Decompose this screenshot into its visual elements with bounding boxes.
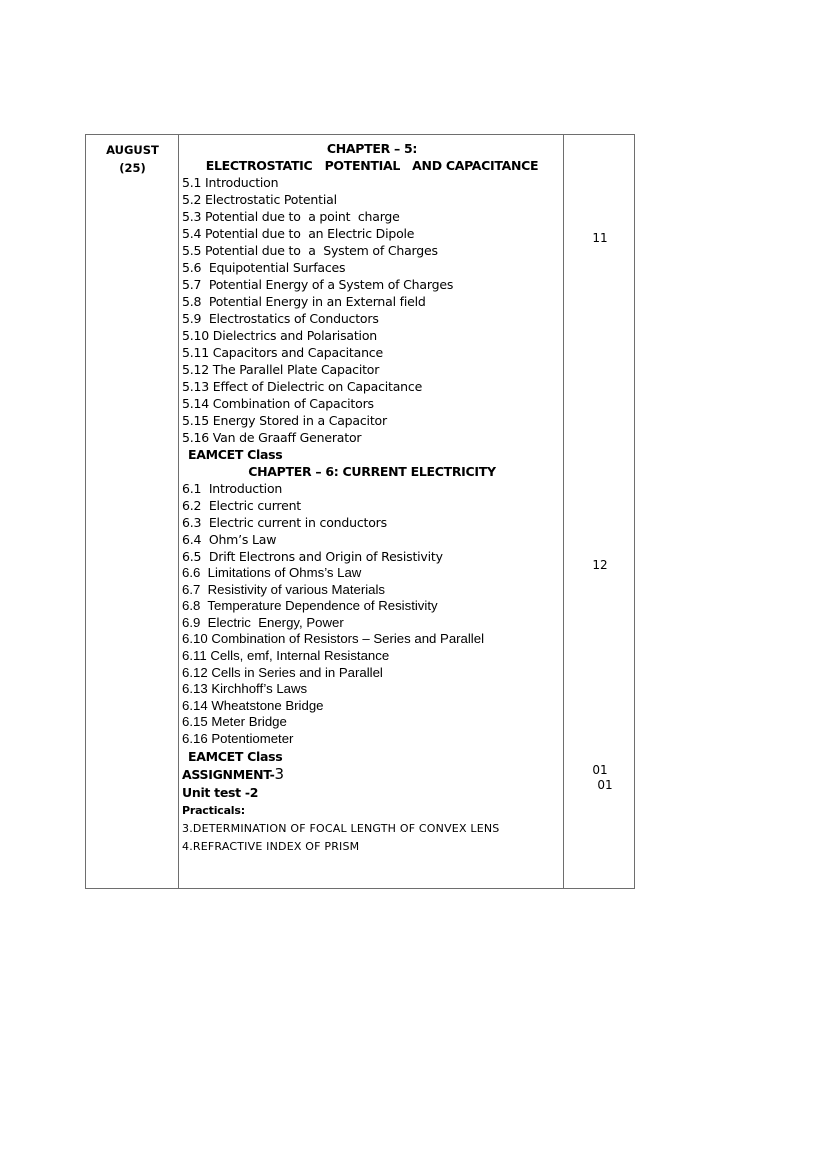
eamcet-class-label: EAMCET Class: [188, 748, 283, 764]
topic-item: 6.12 Cells in Series and in Parallel: [182, 664, 383, 680]
topic-item: 6.6 Limitations of Ohms’s Law: [182, 565, 362, 580]
eamcet-class-label: EAMCET Class: [188, 447, 283, 462]
chapter6-title: CHAPTER – 6: CURRENT ELECTRICITY: [248, 464, 496, 479]
topic-item: 6.4 Ohm’s Law: [182, 532, 277, 547]
chapter5-title: CHAPTER – 5:: [326, 141, 418, 156]
chapter5-subtitle: ELECTROSTATIC POTENTIAL AND CAPACITANCE: [205, 158, 539, 173]
unit-test-label: Unit test -2: [182, 784, 259, 800]
topic-item: 5.7 Potential Energy of a System of Charges: [182, 277, 454, 292]
column-divider: [563, 135, 564, 888]
topic-item: 6.3 Electric current in conductors: [182, 515, 387, 530]
assignment-number: 3: [274, 764, 284, 783]
topic-item: 6.14 Wheatstone Bridge: [182, 697, 324, 713]
topic-item: 6.9 Electric Energy, Power: [182, 614, 344, 630]
assignment-periods: 01: [592, 763, 608, 777]
chapter5-periods: 11: [592, 231, 608, 245]
topic-item: 5.6 Equipotential Surfaces: [182, 260, 346, 275]
topic-item: 5.2 Electrostatic Potential: [182, 192, 337, 207]
topics-cell: [182, 140, 562, 856]
topic-item: 5.13 Effect of Dielectric on Capacitance: [182, 379, 423, 394]
column-divider: [178, 135, 179, 888]
topic-item: 6.1 Introduction: [182, 481, 283, 496]
topic-item: 5.5 Potential due to a System of Charges: [182, 243, 438, 258]
topic-item: 5.15 Energy Stored in a Capacitor: [182, 413, 387, 428]
topic-item: 6.8 Temperature Dependence of Resistivity: [182, 598, 438, 614]
topic-item: 6.5 Drift Electrons and Origin of Resistivity: [182, 549, 443, 564]
topic-item: 5.10 Dielectrics and Polarisation: [182, 328, 377, 343]
unit-test-periods: 01: [597, 778, 613, 792]
topic-item: 6.11 Cells, emf, Internal Resistance: [182, 647, 390, 663]
assignment-label: [182, 765, 562, 783]
topic-item: 5.14 Combination of Capacitors: [182, 396, 374, 411]
topic-item: 6.16 Potentiometer: [182, 730, 294, 746]
topic-item: 6.10 Combination of Resistors – Series and Parallel: [182, 631, 485, 647]
month-cell: [86, 141, 179, 177]
month-name: AUGUST: [106, 143, 159, 157]
topic-item: 5.4 Potential due to an Electric Dipole: [182, 226, 415, 241]
chapter6-periods: 12: [592, 558, 608, 572]
topic-item: 5.16 Van de Graaff Generator: [182, 430, 362, 445]
topic-item: 5.1 Introduction: [182, 175, 279, 190]
topic-item: 6.15 Meter Bridge: [182, 714, 287, 730]
practical-item: 3.DETERMINATION OF FOCAL LENGTH OF CONVEX LENS: [182, 821, 500, 835]
assignment-text: ASSIGNMENT-: [182, 766, 275, 782]
topic-item: 6.7 Resistivity of various Materials: [182, 581, 386, 597]
practical-item: 4.REFRACTIVE INDEX OF PRISM: [182, 839, 360, 853]
syllabus-table: [85, 134, 635, 889]
topic-item: 5.9 Electrostatics of Conductors: [182, 311, 379, 326]
practicals-label: Practicals:: [182, 803, 245, 817]
topic-item: 5.3 Potential due to a point charge: [182, 209, 400, 224]
topic-item: 5.8 Potential Energy in an External field: [182, 294, 426, 309]
topic-item: 5.11 Capacitors and Capacitance: [182, 345, 383, 360]
month-count: (25): [119, 161, 146, 175]
topic-item: 6.2 Electric current: [182, 498, 302, 513]
topic-item: 6.13 Kirchhoff’s Laws: [182, 681, 308, 697]
topic-item: 5.12 The Parallel Plate Capacitor: [182, 362, 380, 377]
